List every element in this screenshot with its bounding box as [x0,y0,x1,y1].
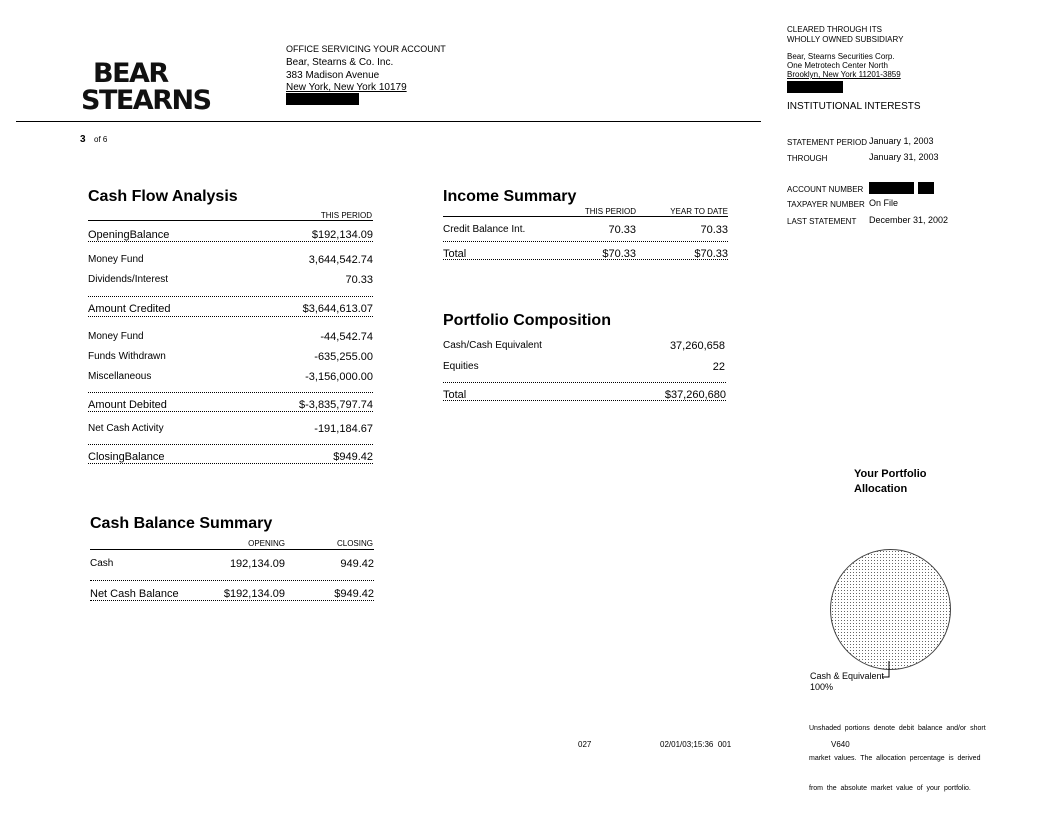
cash-balance-title: Cash Balance Summary [90,515,273,532]
allocation-title-line-1: Your Portfolio [854,468,927,480]
clearing-line-4: One Metrotech Center North [787,61,888,70]
pie-legend [810,671,884,693]
money-fund-credit-label: Money Fund [88,254,144,265]
income-total-label: Total [443,248,467,260]
office-heading: OFFICE SERVICING YOUR ACCOUNT [286,44,446,54]
credit-balance-int-ytd: 70.33 [700,224,728,236]
dotted-rule [443,400,726,401]
page-total: of 6 [94,135,108,144]
net-cash-balance-closing: $949.42 [334,588,374,600]
allocation-pie-slice [830,549,951,670]
through-label: THROUGH [787,154,828,163]
last-statement-label: LAST STATEMENT [787,217,857,226]
money-fund-credit-value: 3,644,542.74 [308,254,373,266]
dividends-interest-value: 70.33 [345,274,373,286]
redacted-block [787,81,843,93]
header-rule [16,121,761,122]
income-col-ytd: YEAR TO DATE [670,207,728,216]
dotted-rule [443,259,728,260]
amount-debited-label: Amount Debited [88,399,167,411]
statement-period-label: STATEMENT PERIOD [787,138,868,147]
opening-balance-value: $192,134.09 [311,229,373,241]
office-line-2: 383 Madison Avenue [286,70,380,81]
footer-code-1: 027 [578,740,592,749]
redacted-block [918,182,934,194]
portfolio-total-label: Total [443,389,467,401]
clearing-line-5: Brooklyn, New York 11201-3859 [787,70,901,79]
cash-opening-value: 192,134.09 [229,558,285,570]
pie-slice-percent: 100% [810,682,834,692]
allocation-note-line-3: from the absolute market value of your portfolio. [809,785,971,792]
allocation-title [854,467,927,497]
taxpayer-value: On File [869,198,899,208]
income-summary-title: Income Summary [443,188,577,205]
column-rule [443,216,728,217]
taxpayer-label: TAXPAYER NUMBER [787,200,865,209]
clearing-line-1: CLEARED THROUGH ITS [787,25,882,34]
portfolio-total-value: $37,260,680 [664,389,726,401]
miscellaneous-label: Miscellaneous [88,371,152,382]
redacted-block [286,93,359,105]
money-fund-debit-label: Money Fund [88,331,144,342]
closing-balance-value: $949.42 [333,451,373,463]
dotted-rule [88,392,373,393]
dividends-interest-label: Dividends/Interest [88,274,169,285]
dotted-rule [88,241,373,242]
allocation-title-line-2: Allocation [854,483,908,495]
clearing-line-3: Bear, Stearns Securities Corp. [787,52,895,61]
dotted-rule [88,411,373,412]
logo-line-1: BEAR [93,58,168,89]
amount-credited-value: $3,644,613.07 [302,303,373,315]
dotted-rule [443,382,726,383]
logo-line-2: STEARNS [81,85,211,116]
funds-withdrawn-label: Funds Withdrawn [88,351,166,362]
dotted-rule [88,444,373,445]
income-total-period: $70.33 [602,248,636,260]
column-rule [90,549,374,550]
cash-flow-title: Cash Flow Analysis [88,188,238,205]
miscellaneous-value: -3,156,000.00 [305,371,373,383]
net-cash-balance-opening: $192,134.09 [223,588,285,600]
dotted-rule [443,241,728,242]
portfolio-composition-title: Portfolio Composition [443,312,611,329]
equities-label: Equities [443,361,479,372]
footer-code-2: V640 [831,740,850,749]
dotted-rule [90,600,374,601]
dotted-rule [88,463,373,464]
through-value: January 31, 2003 [869,152,939,162]
cash-equivalent-label: Cash/Cash Equivalent [443,340,542,351]
opening-balance-label: OpeningBalance [88,229,170,241]
cash-equivalent-value: 37,260,658 [669,340,725,352]
office-line-1: Bear, Stearns & Co. Inc. [286,57,394,68]
bear-stearns-logo [81,58,211,116]
amount-debited-value: $-3,835,797.74 [298,399,373,411]
net-cash-activity-value: -191,184.67 [314,423,373,435]
money-fund-debit-value: -44,542.74 [320,331,373,343]
statement-period-value: January 1, 2003 [869,136,934,146]
pie-slice-label: Cash & Equivalent [810,671,885,681]
account-type: INSTITUTIONAL INTERESTS [787,101,921,112]
allocation-note [809,704,986,804]
allocation-note-line-2: market values. The allocation percentage is derived [809,755,981,762]
account-number-label: ACCOUNT NUMBER [787,185,864,194]
credit-balance-int-label: Credit Balance Int. [443,224,526,235]
page-number: 3 [80,134,86,145]
equities-value: 22 [712,361,725,373]
credit-balance-int-period: 70.33 [608,224,636,236]
net-cash-balance-label: Net Cash Balance [90,588,179,600]
dotted-rule [90,580,374,581]
cash-closing-value: 949.42 [340,558,374,570]
redacted-block [869,182,914,194]
funds-withdrawn-value: -635,255.00 [314,351,373,363]
dotted-rule [88,316,373,317]
cash-flow-col-header: THIS PERIOD [320,211,372,220]
cash-balance-col-opening: OPENING [248,539,285,548]
income-total-ytd: $70.33 [694,248,728,260]
allocation-note-line-1: Unshaded portions denote debit balance and/or short [809,725,986,732]
amount-credited-label: Amount Credited [88,303,171,315]
last-statement-value: December 31, 2002 [869,215,949,225]
column-rule [88,220,373,221]
closing-balance-label: ClosingBalance [88,451,165,463]
clearing-line-2: WHOLLY OWNED SUBSIDIARY [787,35,904,44]
cash-balance-col-closing: CLOSING [336,539,373,548]
cash-label: Cash [90,558,114,569]
footer-timestamp: 02/01/03;15:36 001 [660,740,732,749]
dotted-rule [88,296,373,297]
office-line-3: New York, New York 10179 [286,82,407,93]
income-col-this-period: THIS PERIOD [584,207,636,216]
page-indicator [80,129,107,147]
net-cash-activity-label: Net Cash Activity [88,423,164,434]
